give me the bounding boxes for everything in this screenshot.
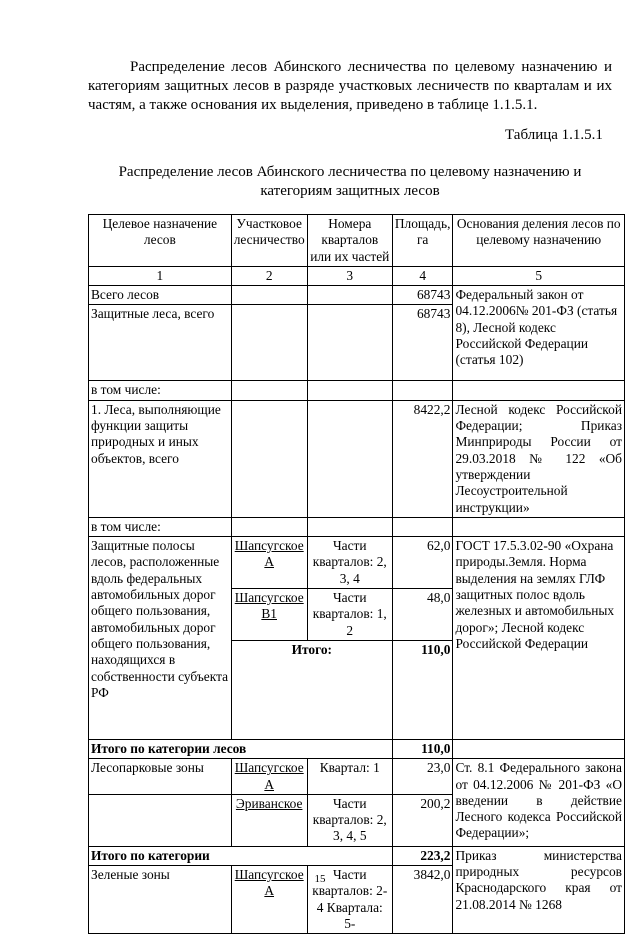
category-total-label: Итого по категории bbox=[89, 846, 393, 865]
table-row bbox=[89, 537, 625, 589]
empty-cell bbox=[231, 305, 307, 381]
row-area: 48,0 bbox=[392, 589, 453, 641]
empty-cell bbox=[307, 286, 392, 305]
empty-cell bbox=[453, 739, 625, 758]
district-cell: Шапсугское А bbox=[231, 759, 307, 795]
row-area: 8422,2 bbox=[392, 400, 453, 517]
basis-cell: Лесной кодекс Российской Федерации; Приказ Минприроды России от 29.03.2018 № 122 «Об утверждении Лесоустроительной инструкции» bbox=[453, 400, 625, 517]
col-number: 3 bbox=[307, 266, 392, 285]
row-area: 68743 bbox=[392, 286, 453, 305]
empty-cell bbox=[89, 794, 232, 846]
row-label: 1. Леса, выполняющие функции защиты природных и иных объектов, всего bbox=[89, 400, 232, 517]
basis-cell: Федеральный закон от 04.12.2006№ 201-ФЗ (статья 8), Лесной кодекс Российской Федерации (статья 102) bbox=[453, 286, 625, 381]
row-label: Защитные леса, всего bbox=[89, 305, 232, 381]
col-number: 2 bbox=[231, 266, 307, 285]
row-label: Зеленые зоны bbox=[89, 866, 232, 934]
empty-cell bbox=[392, 381, 453, 400]
header-basis: Основания деления лесов по целевому назначению bbox=[453, 215, 625, 267]
intro-paragraph bbox=[88, 58, 612, 115]
row-area: 3842,0 bbox=[392, 866, 453, 934]
table-row bbox=[89, 759, 625, 795]
empty-cell bbox=[453, 381, 625, 400]
intro-text: Распределение лесов Абинского лесничества по целевому назначению и категориям защитных лесов в разряде участковых лесничеств по кварталам и их частям, а также основания их выделения, приведено в таблице 1.1.5.1. bbox=[88, 59, 612, 113]
quarters-cell: Части кварталов: 1, 2 bbox=[307, 589, 392, 641]
row-label: Защитные полосы лесов, расположенные вдоль федеральных автомобильных дорог общего пользования, автомобильных дорог общего пользования, находящихся в собственности субъекта РФ bbox=[89, 537, 232, 740]
empty-cell bbox=[392, 517, 453, 536]
row-label: Лесопарковые зоны bbox=[89, 759, 232, 795]
page-number: 15 bbox=[314, 873, 326, 885]
quarters-cell: Части кварталов: 2-4 Квартала: 5- bbox=[307, 866, 392, 934]
table-caption: Распределение лесов Абинского лесничества по целевому назначению и категориям защитных лесов bbox=[118, 164, 582, 199]
empty-cell bbox=[453, 517, 625, 536]
table-row bbox=[89, 517, 625, 536]
row-label: Всего лесов bbox=[89, 286, 232, 305]
empty-cell bbox=[231, 286, 307, 305]
district-cell: Шапсугское А bbox=[231, 866, 307, 934]
category-total-area: 223,2 bbox=[392, 846, 453, 865]
table-row bbox=[89, 400, 625, 517]
empty-cell bbox=[231, 381, 307, 400]
table-row bbox=[89, 381, 625, 400]
row-area: 62,0 bbox=[392, 537, 453, 589]
subtotal-label: Итого: bbox=[231, 640, 392, 739]
col-number: 4 bbox=[392, 266, 453, 285]
category-total-area: 110,0 bbox=[392, 739, 453, 758]
empty-cell bbox=[231, 400, 307, 517]
table-row bbox=[89, 286, 625, 305]
subtotal-area: 110,0 bbox=[392, 640, 453, 739]
header-quarters: Номера кварталов или их частей bbox=[307, 215, 392, 267]
basis-cell: Ст. 8.1 Федерального закона от 04.12.2006 № 201-ФЗ «О введении в действие Лесного кодекса Российской Федерации»; bbox=[453, 759, 625, 846]
table-number: Таблица 1.1.5.1 bbox=[505, 127, 603, 143]
row-area: 68743 bbox=[392, 305, 453, 381]
table-header-row bbox=[89, 215, 625, 267]
district-cell: Шапсугское В1 bbox=[231, 589, 307, 641]
table-row bbox=[89, 739, 625, 758]
row-label: в том числе: bbox=[89, 517, 232, 536]
empty-cell bbox=[307, 400, 392, 517]
header-area: Площадь, га bbox=[392, 215, 453, 267]
district-cell: Шапсугское А bbox=[231, 537, 307, 589]
quarters-cell: Части кварталов: 2, 3, 4 bbox=[307, 537, 392, 589]
forest-distribution-table bbox=[88, 214, 625, 934]
header-district: Участковое лесничество bbox=[231, 215, 307, 267]
row-label: в том числе: bbox=[89, 381, 232, 400]
col-number: 1 bbox=[89, 266, 232, 285]
empty-cell bbox=[231, 517, 307, 536]
basis-cell: Приказ министерства природных ресурсов Краснодарского края от 21.08.2014 № 1268 bbox=[453, 846, 625, 933]
quarters-cell: Квартал: 1 bbox=[307, 759, 392, 795]
district-cell: Эриванское bbox=[231, 794, 307, 846]
quarters-cell: Части кварталов: 2, 3, 4, 5 bbox=[307, 794, 392, 846]
empty-cell bbox=[307, 517, 392, 536]
category-total-label: Итого по категории лесов bbox=[89, 739, 393, 758]
row-area: 200,2 bbox=[392, 794, 453, 846]
basis-cell: ГОСТ 17.5.3.02-90 «Охрана природы.Земля. Норма выделения на землях ГЛФ защитных полос вдоль железных и автомобильных дорог»; Лесной кодекс Российской Федерации bbox=[453, 537, 625, 740]
empty-cell bbox=[307, 305, 392, 381]
col-number: 5 bbox=[453, 266, 625, 285]
header-purpose: Целевое назначение лесов bbox=[89, 215, 232, 267]
column-number-row bbox=[89, 266, 625, 285]
table-row bbox=[89, 846, 625, 865]
row-area: 23,0 bbox=[392, 759, 453, 795]
empty-cell bbox=[307, 381, 392, 400]
